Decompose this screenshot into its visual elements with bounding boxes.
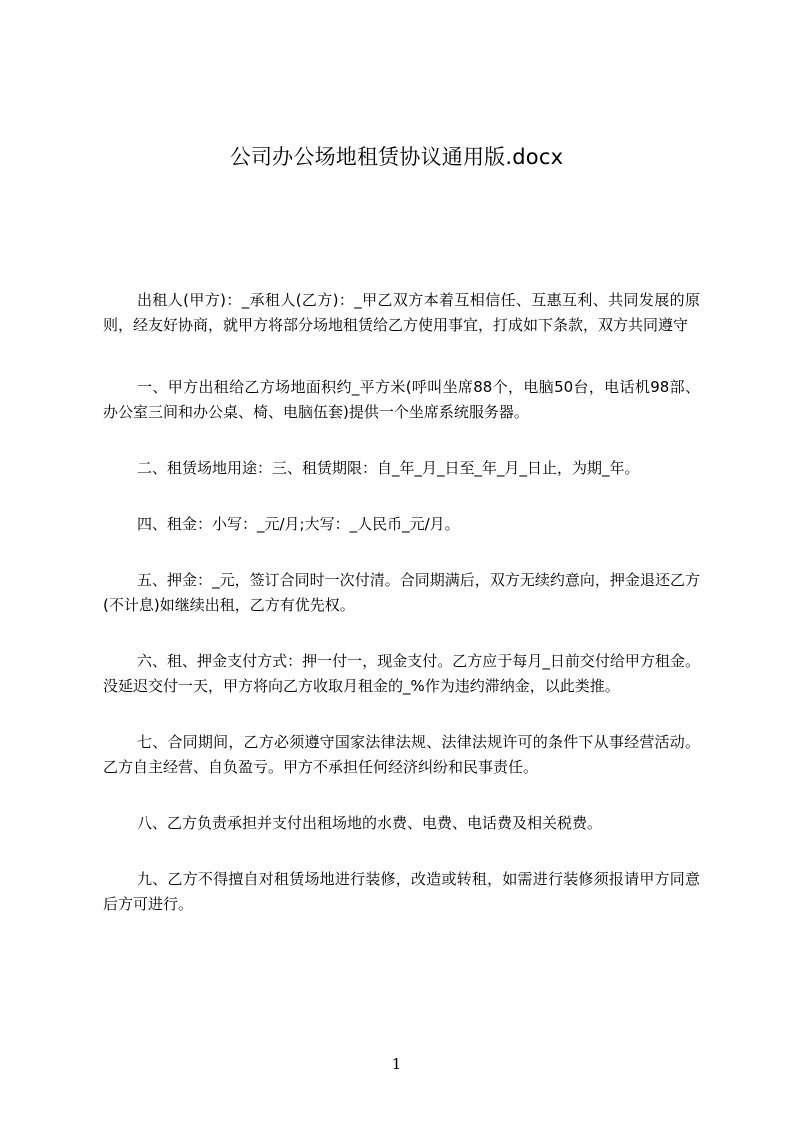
- paragraph-clause-9: 九、乙方不得擅自对租赁场地进行装修，改造或转租，如需进行装修须报请甲方同意后方可进行。: [103, 870, 700, 913]
- document-body: [103, 288, 700, 948]
- paragraph-clause-5: 五、押金：_元，签订合同时一次付清。合同期满后，双方无续约意向，押金退还乙方(不计息)如继续出租，乙方有优先权。: [103, 571, 700, 614]
- document-title: 公司办公场地租赁协议通用版.docx: [229, 145, 564, 169]
- paragraph-clause-2-3: 二、租赁场地用途：三、租赁期限：自_年_月_日至_年_月_日止，为期_年。: [137, 459, 640, 477]
- page-number: 1: [391, 1055, 402, 1073]
- paragraph-clause-8: 八、乙方负责承担并支付出租场地的水费、电费、电话费及相关税费。: [137, 814, 603, 832]
- paragraph-parties: 出租人(甲方)：_承租人(乙方)：_甲乙双方本着互相信任、互惠互利、共同发展的原则，经友好协商，就甲方将部分场地租赁给乙方使用事宜，打成如下条款，双方共同遵守: [103, 291, 700, 334]
- paragraph-clause-1: 一、甲方出租给乙方场地面积约_平方米(呼叫坐席88个，电脑50台，电话机98部、办公室三间和办公桌、椅、电脑伍套)提供一个坐席系统服务器。: [103, 378, 700, 421]
- paragraph-clause-4: 四、租金：小写：_元/月;大写：_人民币_元/月。: [137, 515, 460, 533]
- paragraph-clause-7: 七、合同期间，乙方必须遵守国家法律法规、法律法规许可的条件下从事经营活动。乙方自主经营、自负盈亏。甲方不承担任何经济纠纷和民事责任。: [103, 733, 700, 776]
- paragraph-clause-6: 六、租、押金支付方式：押一付一，现金支付。乙方应于每月_日前交付给甲方租金。没延迟交付一天，甲方将向乙方收取月租金的_%作为违约滞纳金，以此类推。: [103, 652, 700, 695]
